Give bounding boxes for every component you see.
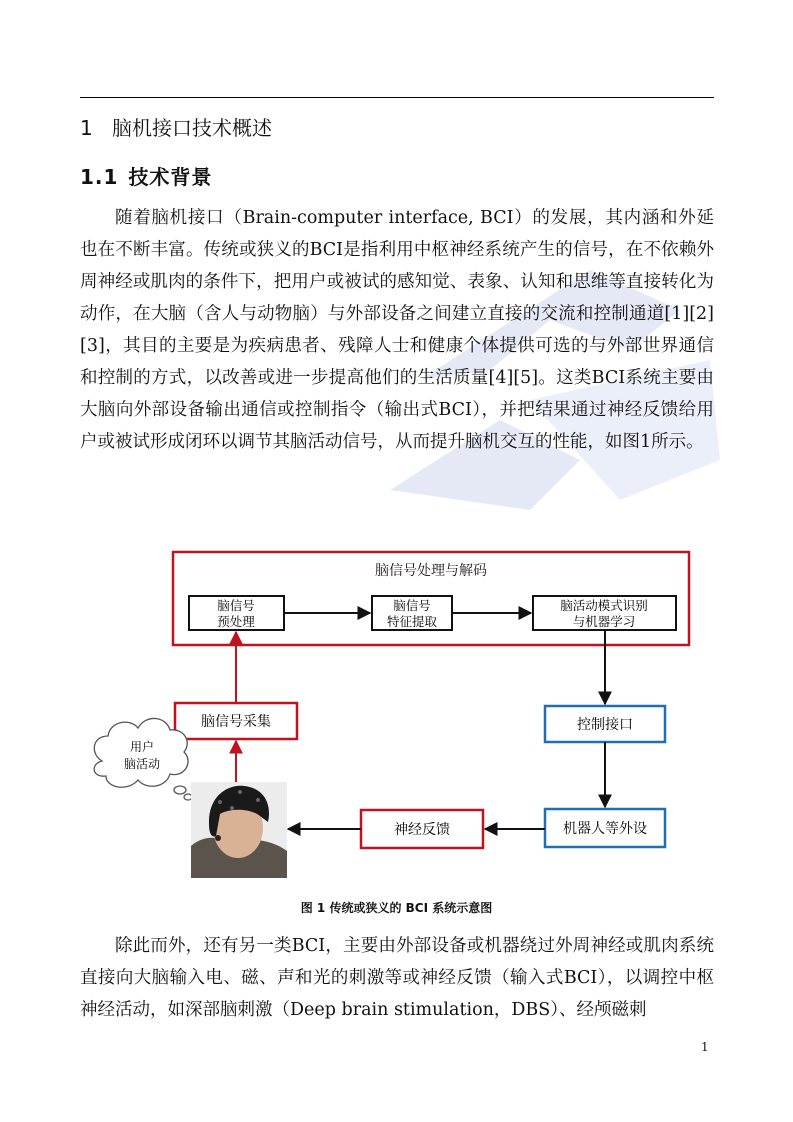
feature-label-1: 脑信号 <box>393 598 431 613</box>
header-rule <box>80 97 714 98</box>
pattern-label-2: 与机器学习 <box>572 614 636 629</box>
bci-diagram <box>80 546 714 886</box>
acquisition-label: 脑信号采集 <box>201 714 271 730</box>
section-number: 1 <box>80 116 93 140</box>
subsection-number: 1.1 <box>80 165 119 189</box>
paragraph-2: 除此而外，还有另一类BCI，主要由外部设备或机器绕过外周神经或肌肉系统直接向大脑输入电、磁、声和光的刺激等或神经反馈（输入式BCI），以调控中枢神经活动，如深部脑刺激（Deep brain stimulation，DBS）、经颅磁刺 <box>80 936 714 1020</box>
section-title: 脑机接口技术概述 <box>112 116 272 140</box>
paragraph-1: 随着脑机接口（Brain-computer interface, BCI）的发展，其内涵和外延也在不断丰富。传统或狭义的BCI是指利用中枢神经系统产生的信号，在不依赖外周神经或肌肉的条件下，把用户或被试的感知觉、表象、认知和思维等直接转化为动作，在大脑（含人与动物脑）与外部设备之间建立直接的交流和控制通道[1][2][3]，其目的主要是为疾病患者、残障人士和健康个体提供可选的与外部世界通信和控制的方式，以改善或进一步提高他们的生活质量[4][5]。这类BCI系统主要由大脑向外部设备输出通信或控制指令（输出式BCI），并把结果通过神经反馈给用户或被试形成闭环以调节其脑活动信号，从而提升脑机交互的性能，如图1所示。 <box>80 208 714 452</box>
page-number: 1 <box>701 1040 709 1054</box>
processing-title: 脑信号处理与解码 <box>375 563 487 579</box>
user-eeg-photo <box>191 782 287 878</box>
section-heading <box>80 112 272 141</box>
subsection-title: 技术背景 <box>128 165 213 189</box>
preprocess-label-1: 脑信号 <box>217 598 255 613</box>
feedback-label: 神经反馈 <box>394 822 450 838</box>
thought-label-2: 脑活动 <box>123 757 161 771</box>
thought-label-1: 用户 <box>129 740 155 754</box>
control-label: 控制接口 <box>577 717 633 733</box>
subsection-heading <box>80 161 212 190</box>
preprocess-label-2: 预处理 <box>217 614 255 629</box>
feature-label-2: 特征提取 <box>386 614 438 629</box>
pattern-label-1: 脑活动模式识别 <box>560 598 648 613</box>
device-label: 机器人等外设 <box>563 821 647 837</box>
figure-caption: 图 1 传统或狭义的 BCI 系统示意图 <box>300 901 493 915</box>
